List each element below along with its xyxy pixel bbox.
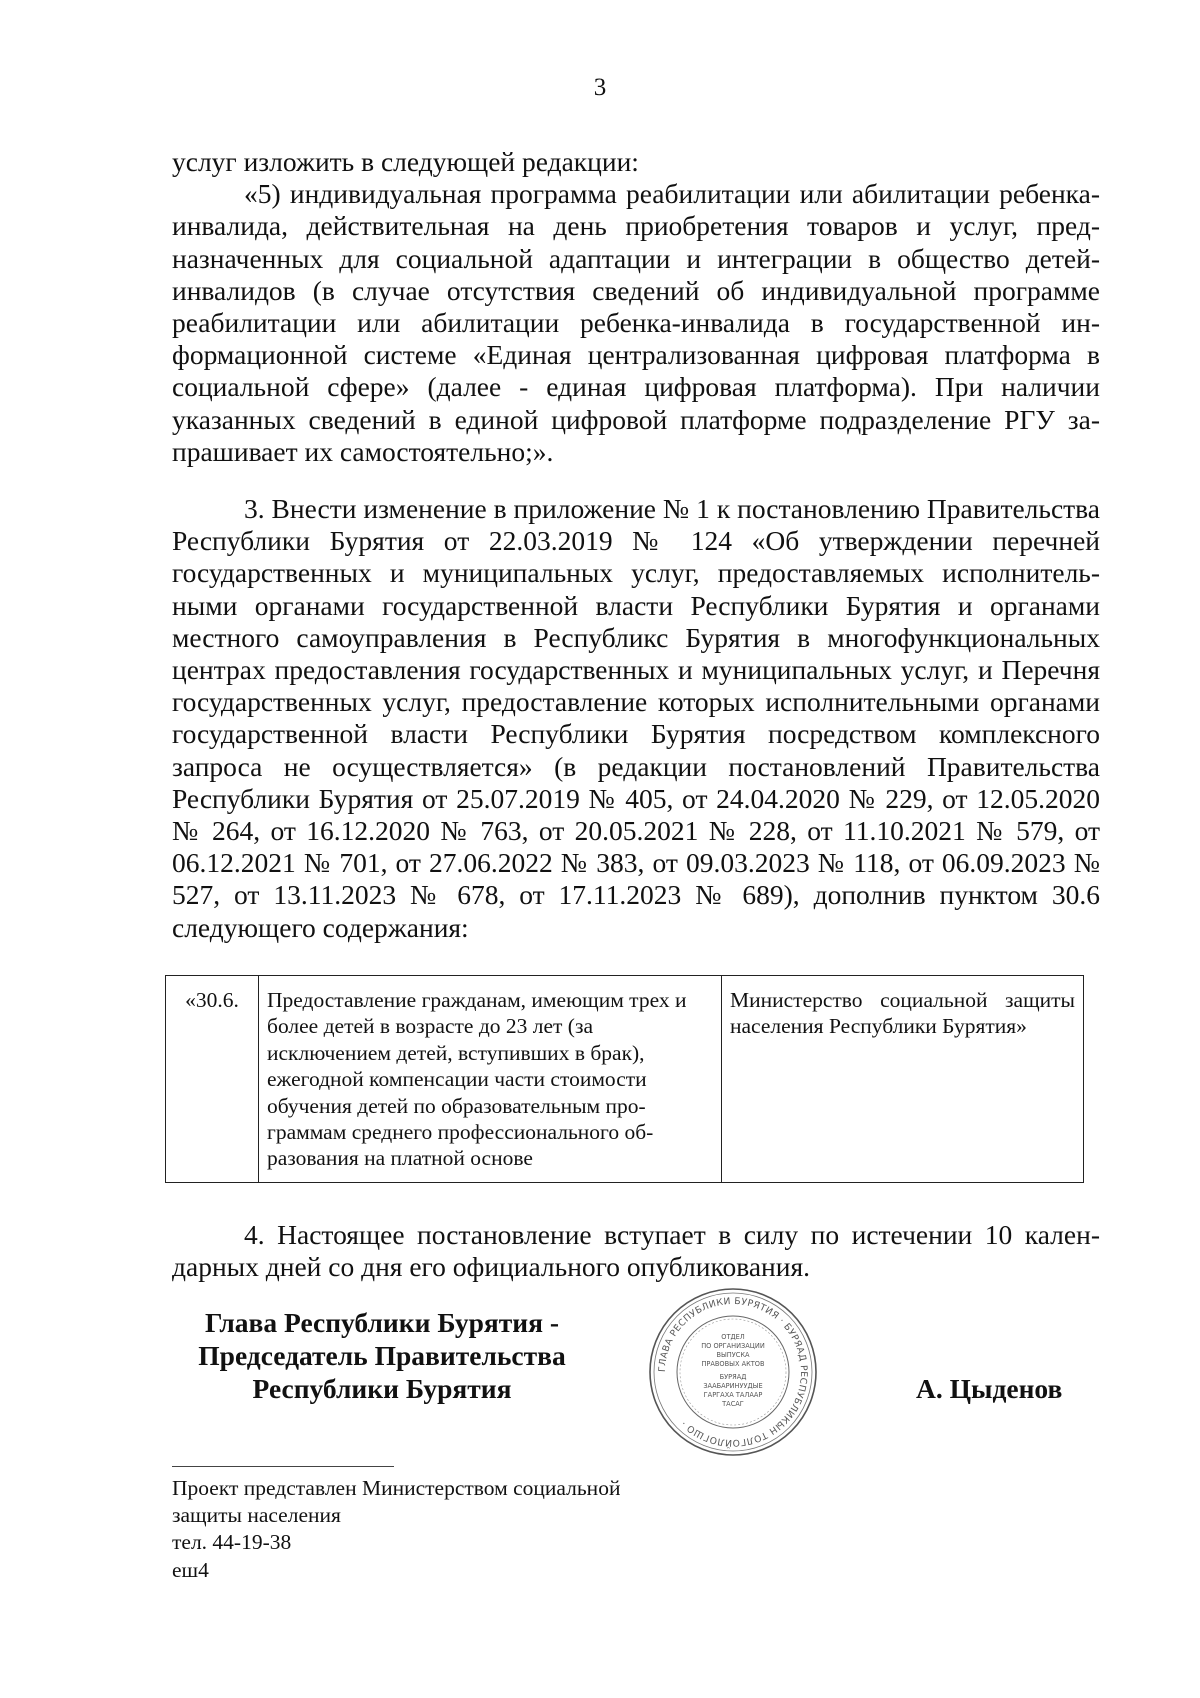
document-code: еш4 (172, 1558, 209, 1582)
seal-center-line: ТАСАГ (722, 1400, 744, 1408)
annex-table (165, 975, 1084, 1183)
page-number: 3 (593, 74, 607, 101)
table-cell-service: Предоставление гражданам, имеющим трех и более детей в возрасте до 23 лет (за исключением детей, вступивших в брак), ежегодной компенсации части стоимости обучения детей по образовательным программам среднего профессионального образования на платной основе (259, 976, 722, 1183)
item-4-paragraph: 4. Настоящее постановление вступает в силу по истечении 10 календарных дней со дня его официального опубликования. (172, 1219, 1100, 1283)
item-4-block (172, 1219, 1100, 1283)
seal-center-line: ЗААБАРИНУУДЫЕ (703, 1382, 763, 1390)
seal-ring-text: ГЛАВА РЕСПУБЛИКИ БУРЯТИЯ · БУРЯАД РЕСПУБЛИКЫН ТОЛГОЙЛОГШО · (656, 1295, 810, 1449)
signature-title-line: Глава Республики Бурятия - (204, 1307, 560, 1338)
seal-center-line: ОТДЕЛ (721, 1333, 745, 1341)
seal-center-line: БУРЯАД (719, 1373, 747, 1381)
item-3-block (172, 493, 1100, 944)
amendment-quote-paragraph: «5) индивидуальная программа реабилитации или абилитации ребенка-инвалида, действительная на день приобретения товаров и услуг, предназначенных для социальной адаптации и интеграции в общество детей-инвалидов (в случае отсутствия сведений об индивидуальной программе реабилитации или абилитации ребенка-инвалида в государственной информационной системе «Единая централизованная цифровая платформа в социальной сфере» (далее - единая цифровая платформа). При наличии указанных сведений в единой цифровой платформе подразделение РГУ запрашивает их самостоятельно;». (172, 178, 1100, 467)
table-cell-agency: Министерство социальной защиты населения Республики Бурятия» (722, 976, 1084, 1183)
signature-title-line: Председатель Правительства (198, 1340, 566, 1371)
item-3-paragraph: 3. Внести изменение в приложение № 1 к постановлению Правительства Республики Бурятия от 22.03.2019 № 124 «Об утверждении перечней государственных и муниципальных услуг, предоставляемых исполнительными органами государственной власти Республики Бурятия и органами местного самоуправления в Республикс Бурятия в многофункциональных центрах предоставления государственных и муниципальных услуг, и Перечня государственных услуг, предоставление которых исполнительными органами государственной власти Республики Бурятия посредством комплексного запроса не осуществляется» (в редакции постановлений Правительства Республики Бурятия от 25.07.2019 № 405, от 24.04.2020 № 229, от 12.05.2020 № 264, от 16.12.2020 № 763, от 20.05.2021 № 228, от 11.10.2021 № 579, от 06.12.2021 № 701, от 27.06.2022 № 383, от 09.03.2023 № 118, от 06.09.2023 № 527, от 13.11.2023 № 678, от 17.11.2023 № 689), дополнив пунктом 30.6 следующего содержания: (172, 493, 1100, 943)
amendment-text-block (172, 146, 1100, 468)
official-seal-stamp (648, 1287, 818, 1457)
signature-title-line: Республики Бурятия (252, 1373, 512, 1404)
table-row (166, 976, 1084, 1183)
footnote-line: Проект представлен Министерством социальной (172, 1476, 621, 1500)
table-cell-number: «30.6. (166, 976, 259, 1183)
seal-center-line: ПО ОРГАНИЗАЦИИ (701, 1342, 765, 1350)
seal-center-line: ВЫПУСКА (716, 1351, 750, 1359)
signature-title (172, 1306, 592, 1405)
seal-center-line: ПРАВОВЫХ АКТОВ (701, 1360, 765, 1368)
signatory-name: А. Цыденов (916, 1373, 1063, 1404)
amendment-lead-line: услуг изложить в следующей редакции: (172, 146, 639, 177)
footnote-line: защиты населения (172, 1503, 341, 1527)
footnote-phone: тел. 44-19-38 (172, 1530, 292, 1554)
seal-center-line: ГАРГАХА ТАЛААР (703, 1391, 763, 1399)
footnote-divider (172, 1466, 394, 1467)
footnote (172, 1475, 732, 1556)
